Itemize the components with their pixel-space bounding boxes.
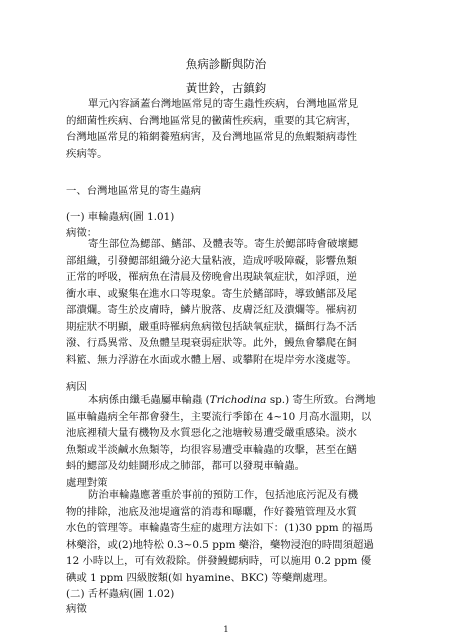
- page-number: 1: [223, 625, 229, 635]
- symptom-paragraph: [66, 236, 398, 368]
- subsection-heading: (二) 舌杯蟲病(圖 1.02): [66, 588, 175, 600]
- treatment-paragraph: [66, 487, 398, 586]
- intro-line: 的細菌性疾病、台灣地區常見的黴菌性疾病，重要的其它病害，: [66, 114, 357, 127]
- symptom-line: 正常的呼吸，罹病魚在清晨及傍晚會出現缺氧症狀，如浮頭，逆: [66, 271, 357, 283]
- cause-line: 池底裡積大量有機物及水質惡化之池塘較易遭受嚴重感染。淡水: [66, 427, 357, 439]
- treatment-line: 水色的管理等。車輪蟲寄生症的處理方法如下：(1)30 ppm 的福馬: [66, 522, 374, 534]
- symptom-line: 部組織，引發鰓部組織分泌大量粘液，造成呼吸障礙，影響魚類: [66, 254, 357, 267]
- symptom-line: 期症狀不明顯，嚴重時罹病魚病徵包括缺氧症狀，攝餌行為不活: [66, 320, 357, 333]
- intro-line: 疾病等。: [66, 147, 108, 160]
- cause-line: [66, 392, 398, 409]
- document-title: 魚病診斷與防治: [185, 57, 267, 71]
- treatment-line: 林藥浴，或(2)地特松 0.3~0.5 ppm 藥浴，藥物浸泡的時間須超過: [66, 538, 374, 551]
- document-authors: 黃世鈴，古鎮鈞: [185, 81, 267, 95]
- cause-line: 蚪的鰓部及幼蛙鬪形成之肺部，都可以發現車輪蟲。: [66, 460, 305, 472]
- symptom-line: 部潰爛。寄生於皮膚時，鱗片脫落、皮膚泛紅及潰爛等。罹病初: [66, 304, 357, 316]
- cause-line: 區車輪蟲病全年都會發生，主要流行季節在 4~10 月高水溫期，以: [66, 410, 372, 423]
- section-heading: 一、台灣地區常見的寄生蟲病: [66, 185, 202, 197]
- intro-line: 台灣地區常見的箱網養殖病害，及台灣地區常見的魚蝦類病毒性: [66, 131, 357, 143]
- symptom-line: 潑、行爲異常、及魚體呈現衰弱症狀等。此外，鰻魚會攀爬在飼: [66, 337, 357, 349]
- symptom-heading: 病徵: [66, 603, 87, 615]
- intro-line: 單元內容涵蓋台灣地區常見的寄生蟲性疾病，台灣地區常見: [88, 98, 359, 110]
- symptom-line: 料籃、無力浮游在水面或水體上層、或攀附在堤岸旁水淺處等。: [66, 353, 357, 366]
- cause-text: 本病係由纖毛蟲屬車輪蟲 (: [88, 394, 210, 406]
- cause-paragraph: [66, 392, 398, 475]
- symptom-heading: 病徵：: [66, 227, 98, 239]
- subsection-heading: (一) 車輪蟲病(圖 1.01): [66, 211, 175, 223]
- treatment-line: 物的排除，池底及池堤適當的消毒和曝曬，作好養殖管理及水質: [66, 505, 357, 518]
- symptom-line: 寄生部位為鰓部、鰭部、及體表等。寄生於鰓部時會破壞鰓: [88, 238, 359, 250]
- treatment-line: 12 小時以上，可有效殺除。併發鰻鰓病時，可以施用 0.2 ppm 優: [66, 555, 372, 567]
- species-name: Trichodina: [209, 394, 267, 406]
- cause-text: sp.) 寄生所致。台灣地: [266, 394, 376, 406]
- cause-line: 魚類或半淡鹹水魚類等，均很容易遭受車輪蟲的攻擊，甚至在鱔: [66, 443, 357, 456]
- symptom-line: 衝水車、或聚集在進水口等現象。寄生於鰭部時，導致鰭部及尾: [66, 287, 357, 300]
- cause-heading: 病因: [66, 381, 87, 393]
- treatment-heading: 處理對策: [66, 477, 108, 489]
- treatment-line: 碘或 1 ppm 四級胺類(如 hyamine、BKC) 等藥劑處理。: [66, 571, 334, 584]
- intro-paragraph: [66, 96, 398, 162]
- treatment-line: 防治車輪蟲應著重於事前的預防工作，包括池底污泥及有機: [88, 489, 359, 501]
